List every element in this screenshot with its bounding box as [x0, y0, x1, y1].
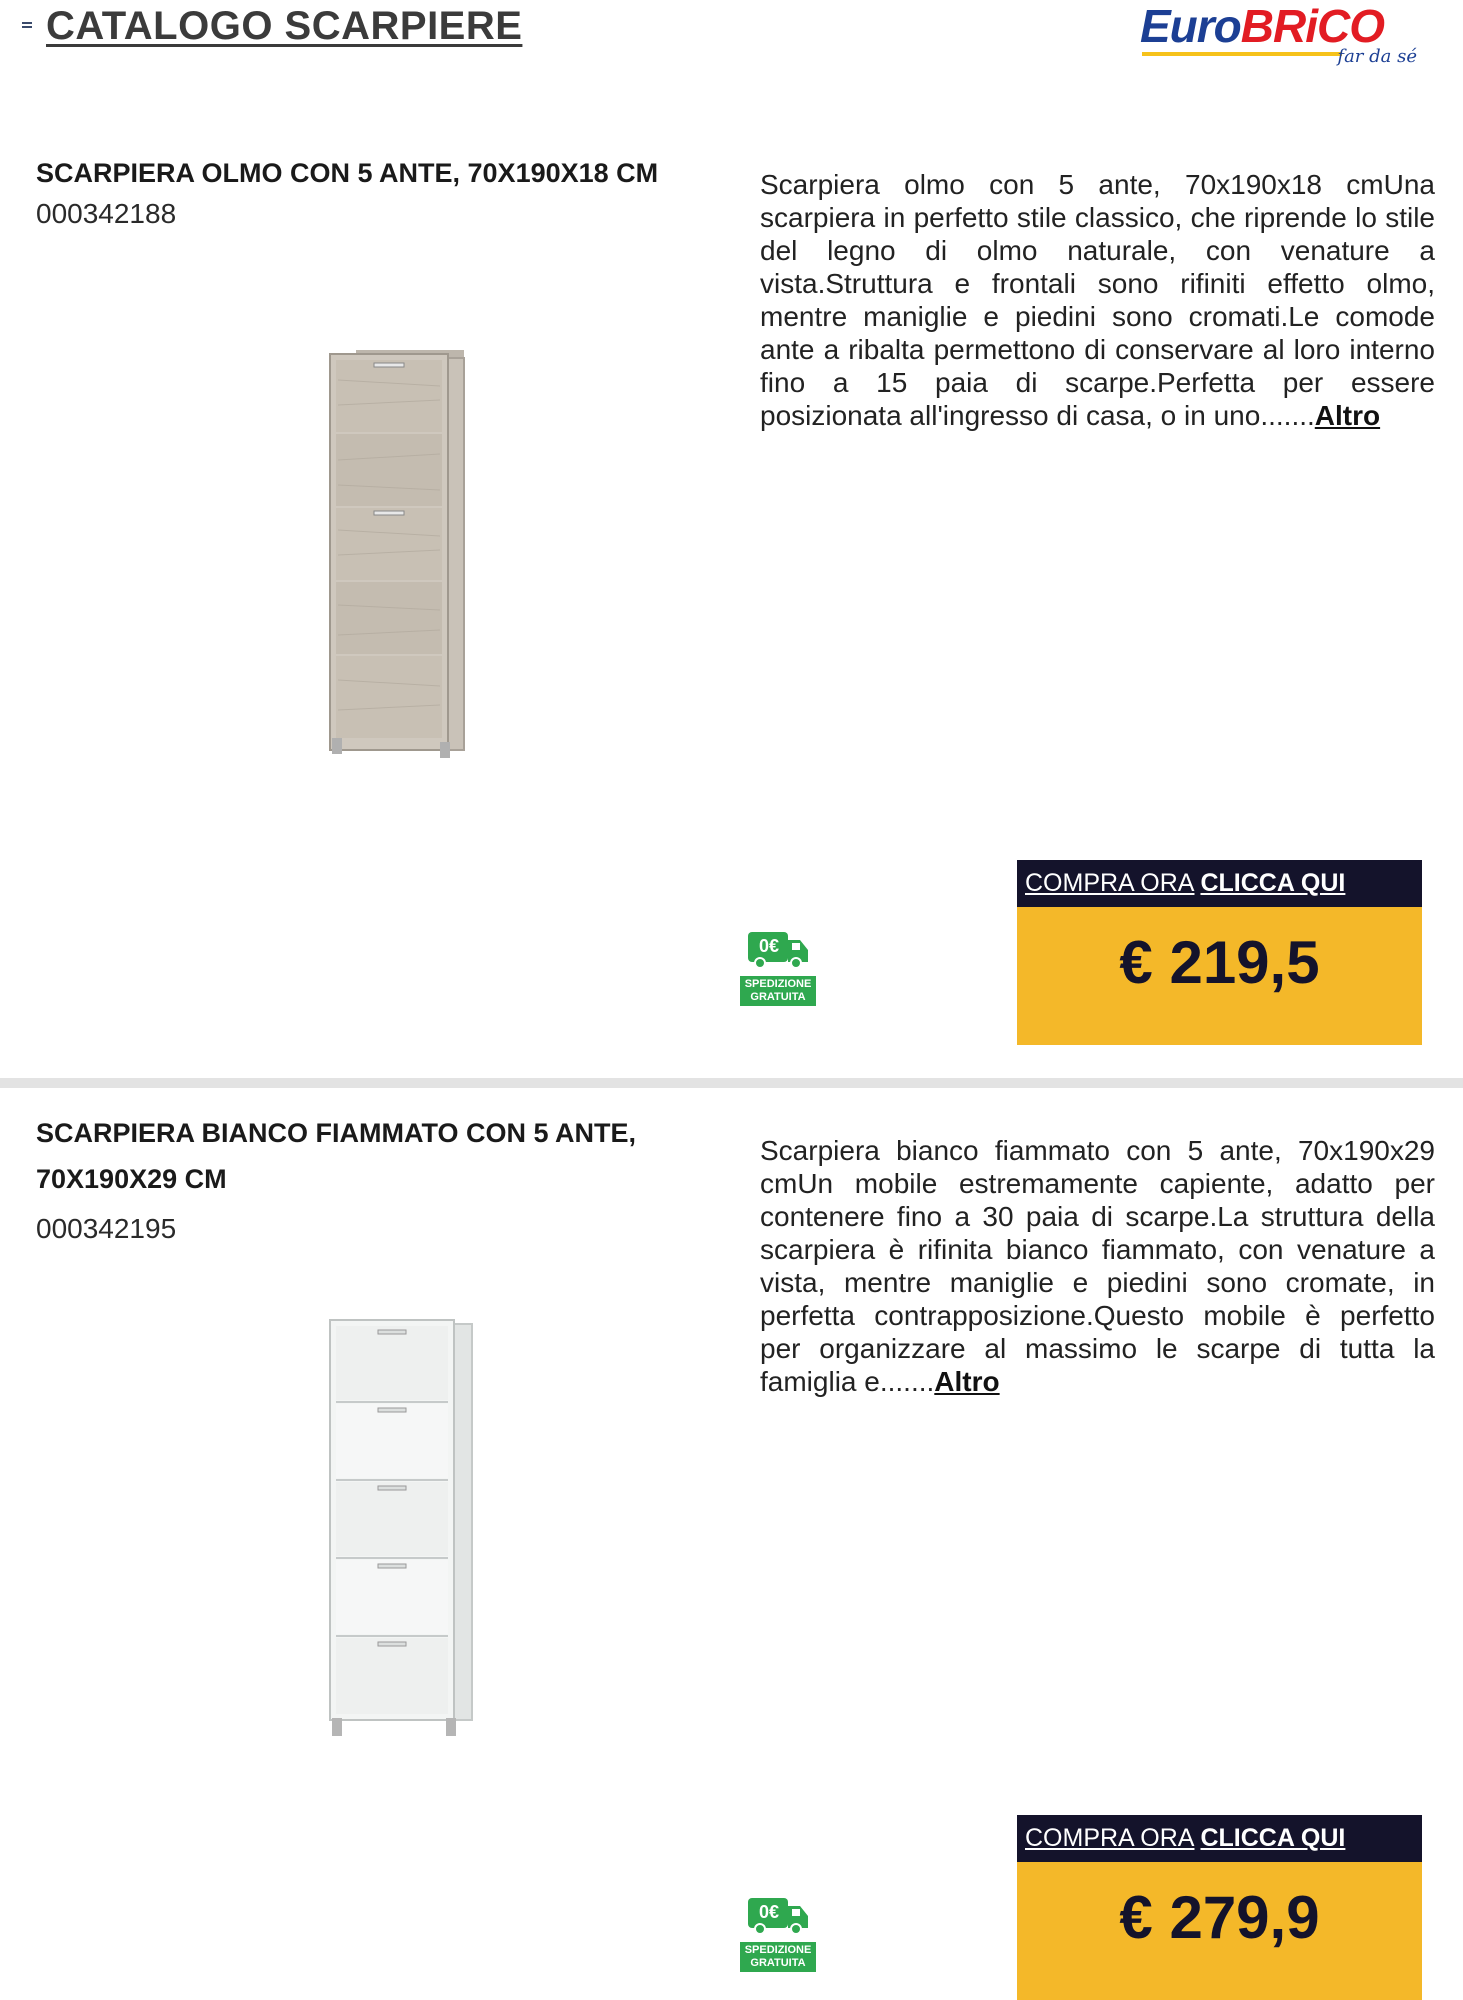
click-here-link[interactable]: CLICCA QUI: [1200, 1824, 1346, 1852]
product-price[interactable]: € 219,5: [1017, 907, 1422, 1045]
more-link[interactable]: Altro: [934, 1366, 1000, 1397]
buy-cta-bar[interactable]: [1017, 860, 1422, 907]
shipping-amount: 0€: [758, 936, 780, 956]
buy-box[interactable]: [1017, 860, 1422, 1045]
buy-now-text[interactable]: COMPRA ORA: [1025, 869, 1195, 897]
product-description: [760, 1134, 1435, 1398]
shipping-label: [740, 976, 816, 1006]
product-image-bianco: [326, 1318, 492, 1738]
shipping-amount: 0€: [758, 1902, 780, 1922]
product-code: 000342188: [36, 198, 177, 229]
product-description-text: Scarpiera bianco fiammato con 5 ante, 70x190x29 cmUn mobile estremamente capiente, adatto per contenere fino a 30 paia di scarpe.La struttura della scarpiera è rifinita bianco fiammato, con venature a vista, mentre maniglie e piedini sono cromate, in perfetta contrapposizione.Questo mobile è perfetto per organizzare al massimo le scarpe di tutta la famiglia e.......: [760, 1135, 1435, 1397]
page-title: CATALOGO SCARPIERE: [46, 4, 523, 48]
product-price[interactable]: € 279,9: [1017, 1862, 1422, 2000]
shoe-cabinet-bianco-image: [326, 1318, 492, 1738]
shipping-label-line1: SPEDIZIONE: [744, 978, 812, 990]
product-name: SCARPIERA BIANCO FIAMMATO CON 5 ANTE, 70X190X29 CM: [36, 1118, 637, 1194]
buy-box[interactable]: [1017, 1815, 1422, 2000]
product-card: [0, 1088, 1463, 2000]
shipping-label-line1: SPEDIZIONE: [744, 1944, 812, 1956]
product-name: SCARPIERA OLMO CON 5 ANTE, 70X190X18 CM: [36, 158, 659, 188]
shoe-cabinet-olmo-image: [326, 350, 486, 760]
buy-now-text[interactable]: COMPRA ORA: [1025, 1824, 1195, 1852]
product-description-text: Scarpiera olmo con 5 ante, 70x190x18 cmUna scarpiera in perfetto stile classico, che riprende lo stile del legno di olmo naturale, con venature a vista.Struttura e frontali sono rifiniti effetto olmo, mentre maniglie e piedini sono cromati.Le comode ante a ribalta permettono di conservare al loro interno fino a 15 paia di scarpe.Perfetta per essere posizionata all'ingresso di casa, o in uno.......: [760, 169, 1435, 431]
shipping-label-line2: GRATUITA: [750, 1957, 806, 1969]
product-description: [760, 168, 1435, 432]
section-divider: [0, 1078, 1463, 1088]
buy-cta-bar[interactable]: [1017, 1815, 1422, 1862]
shipping-label-line2: GRATUITA: [750, 991, 806, 1003]
product-code: 000342195: [36, 1213, 177, 1244]
free-shipping-badge: [740, 930, 816, 1006]
product-image-olmo: [326, 350, 486, 760]
click-here-link[interactable]: CLICCA QUI: [1200, 869, 1346, 897]
more-link[interactable]: Altro: [1314, 400, 1381, 431]
shipping-label: [740, 1942, 816, 1972]
logo-brico: BRiCO: [1240, 0, 1385, 52]
free-shipping-badge: [740, 1896, 816, 1972]
logo-euro: Euro: [1140, 0, 1241, 52]
logo-tagline: far da sé: [1337, 46, 1417, 67]
